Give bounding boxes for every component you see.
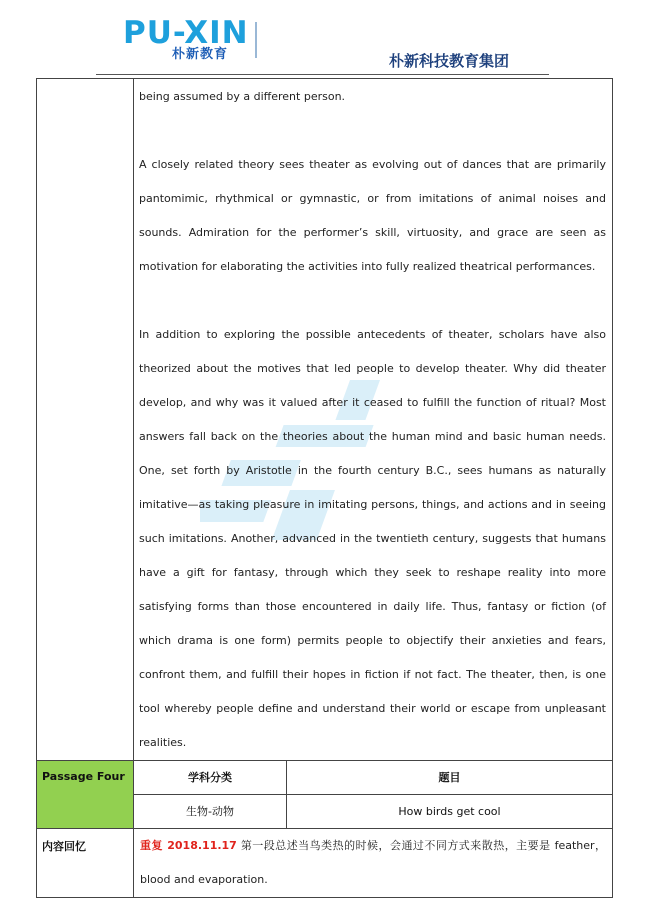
recall-text — [134, 829, 612, 897]
topic-value: How birds get cool — [398, 805, 501, 818]
passage-text-cell — [134, 79, 613, 761]
passage-label-cell — [37, 761, 134, 829]
recall-row — [37, 829, 613, 898]
header-rule — [96, 74, 549, 75]
puxin-logo-subtitle: 朴新教育 — [172, 47, 229, 62]
recall-label-cell — [37, 829, 134, 898]
recall-body: 第一段总述当鸟类热的时候，会通过不同方式来散热，主要是 feather，blood and evaporation. — [140, 839, 606, 886]
category-header-cell — [134, 761, 287, 795]
passage-text — [134, 79, 612, 760]
passage-paragraph: A closely related theory sees theater as evolving out of dances that are primarily pantomimic, rhythmical or gymnastic, or from imitations of animal noises and sounds. Admiration for the performer’s skill, virtuosity, and grace are seen as motivation for elaborating the activities into fully realized theatrical performances. — [139, 158, 606, 273]
page-header — [0, 0, 645, 80]
passage-table — [36, 78, 613, 898]
topic-header: 题目 — [438, 771, 461, 784]
group-name: 朴新科技教育集团 — [389, 52, 510, 70]
category-header: 学科分类 — [188, 771, 232, 784]
passage-row — [37, 79, 613, 761]
category-value-cell — [134, 795, 287, 829]
passage-paragraph: being assumed by a different person. — [139, 90, 346, 103]
topic-value-cell — [287, 795, 613, 829]
passage-label: Passage Four — [42, 770, 125, 783]
category-value: 生物-动物 — [186, 805, 234, 818]
logo-divider — [255, 22, 257, 58]
puxin-logo: PU-XIN — [123, 15, 249, 51]
passage-header-row — [37, 761, 613, 795]
recall-text-cell — [134, 829, 613, 898]
passage-paragraph: In addition to exploring the possible antecedents of theater, scholars have also theorized about the motives that led people to develop theater. Why did theater develop, and why was it valued after it ceased to fulfill the function of ritual? Most answers fall back on the theories about the human mind and basic human needs. One, set forth by Aristotle in the fourth century B.C., sees humans as naturally imitative—as taking pleasure in imitating persons, things, and actions and in seeing such imitations. Another, advanced in the twentieth century, suggests that humans have a gift for fantasy, through which they seek to reshape reality into more satisfying forms than those encountered in daily life. Thus, fantasy or fiction (of which drama is one form) permits people to objectify their anxieties and fears, confront them, and fulfill their hopes in fiction if not fact. The theater, then, is one tool whereby people define and understand their world or escape from unpleasant realities. — [139, 328, 606, 749]
recall-label: 内容回忆 — [42, 840, 86, 853]
topic-header-cell — [287, 761, 613, 795]
passage-left-cell — [37, 79, 134, 761]
recall-tag: 重复 2018.11.17 — [140, 839, 237, 852]
